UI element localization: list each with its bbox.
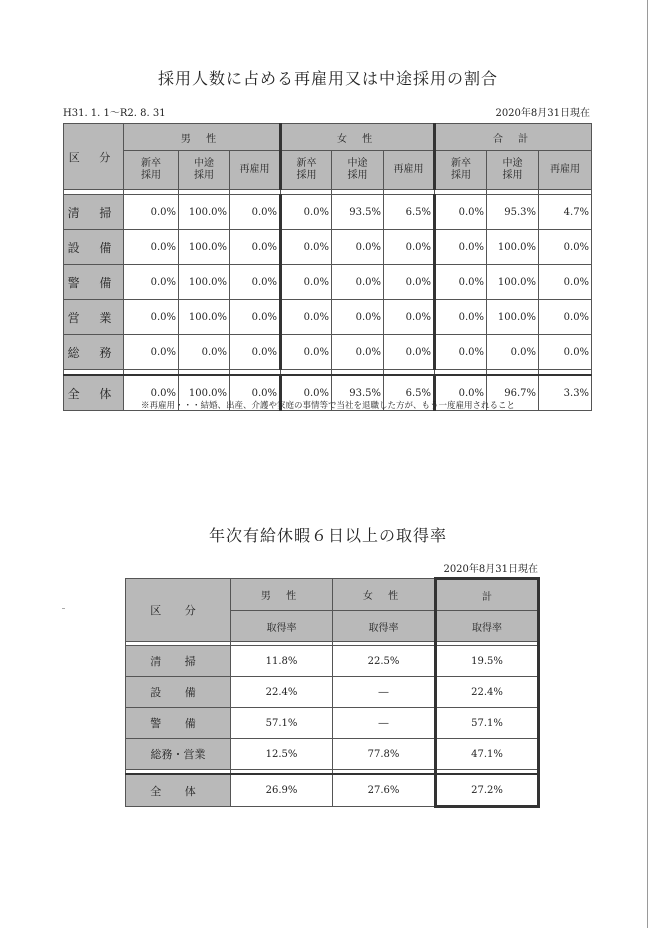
value-cell: 19.5% — [436, 646, 539, 677]
value-cell: 0.0% — [435, 230, 487, 265]
value-cell: 100.0% — [487, 300, 539, 335]
table-row — [64, 230, 592, 265]
value-cell: 100.0% — [179, 230, 230, 265]
subhead-new-grad: 新卒 採用 — [124, 151, 179, 190]
value-cell: 0.0% — [124, 335, 179, 370]
value-cell: 0.0% — [539, 300, 592, 335]
row-label: 総務・営業 — [126, 739, 231, 770]
value-cell: 0.0% — [230, 375, 281, 411]
subhead-rehire: 再雇用 — [384, 151, 435, 190]
table-row — [126, 708, 539, 739]
table-row — [126, 739, 539, 770]
value-cell: 0.0% — [281, 195, 332, 230]
row-label: 警 備 — [126, 708, 231, 739]
value-cell: 0.0% — [230, 300, 281, 335]
group-header-male: 男 性 — [124, 124, 281, 151]
value-cell: 0.0% — [332, 335, 384, 370]
row-label: 設 備 — [64, 230, 124, 265]
subhead-mid-career: 中途 採用 — [179, 151, 230, 190]
value-cell: 96.7% — [487, 375, 539, 411]
value-cell: ― — [333, 677, 436, 708]
value-cell: 0.0% — [539, 335, 592, 370]
group-header-female: 女 性 — [281, 124, 435, 151]
row-label: 清 掃 — [64, 195, 124, 230]
group-header-female: 女 性 — [333, 579, 436, 611]
value-cell: 0.0% — [435, 195, 487, 230]
subhead-mid-career: 中途 採用 — [487, 151, 539, 190]
section1-title: 採用人数に占める再雇用又は中途採用の割合 — [157, 69, 498, 88]
value-cell: 93.5% — [332, 375, 384, 411]
value-cell: 57.1% — [231, 708, 333, 739]
section2-as-of: 2020年8月31日現在 — [443, 564, 538, 575]
subhead-rate-female: 取得率 — [333, 611, 436, 642]
section1-period: H31. 1. 1～R2. 8. 31 — [63, 108, 166, 119]
subhead-mid-career: 中途 採用 — [332, 151, 384, 190]
value-cell: 95.3% — [487, 195, 539, 230]
value-cell: 6.5% — [384, 375, 435, 411]
value-cell: 0.0% — [230, 335, 281, 370]
table-row — [126, 677, 539, 708]
value-cell: 0.0% — [332, 300, 384, 335]
table-row — [64, 300, 592, 335]
value-cell: 0.0% — [281, 265, 332, 300]
value-cell: 0.0% — [539, 265, 592, 300]
value-cell: 12.5% — [231, 739, 333, 770]
value-cell: 0.0% — [435, 300, 487, 335]
value-cell: 11.8% — [231, 646, 333, 677]
value-cell: 0.0% — [435, 375, 487, 411]
table-row — [64, 265, 592, 300]
subhead-rate-male: 取得率 — [231, 611, 333, 642]
value-cell: ― — [333, 708, 436, 739]
subhead-new-grad: 新卒 採用 — [435, 151, 487, 190]
value-cell: 0.0% — [435, 335, 487, 370]
value-cell: 0.0% — [124, 375, 179, 411]
subhead-rate-total: 取得率 — [436, 611, 539, 642]
value-cell: 22.4% — [436, 677, 539, 708]
paid-leave-table — [125, 577, 540, 808]
value-cell: 27.6% — [333, 774, 436, 807]
value-cell: 100.0% — [179, 375, 230, 411]
row-label: 全 体 — [126, 774, 231, 807]
section2-title: 年次有給休暇６日以上の取得率 — [208, 526, 447, 545]
table-row — [64, 335, 592, 370]
value-cell: 3.3% — [539, 375, 592, 411]
page-edge-line — [647, 0, 648, 928]
hiring-ratio-table — [63, 123, 592, 411]
value-cell: 100.0% — [487, 265, 539, 300]
value-cell: 0.0% — [230, 195, 281, 230]
value-cell: 93.5% — [332, 195, 384, 230]
table-row — [126, 646, 539, 677]
row-label: 清 掃 — [126, 646, 231, 677]
value-cell: 0.0% — [332, 230, 384, 265]
table-row — [64, 195, 592, 230]
value-cell: 0.0% — [384, 265, 435, 300]
corner-header: 区 分 — [126, 579, 231, 642]
value-cell: 100.0% — [179, 265, 230, 300]
total-row — [126, 774, 539, 807]
value-cell: 0.0% — [384, 335, 435, 370]
value-cell: 0.0% — [179, 335, 230, 370]
subhead-rehire: 再雇用 — [539, 151, 592, 190]
value-cell: 0.0% — [435, 265, 487, 300]
group-header-total: 合 計 — [435, 124, 592, 151]
row-label: 設 備 — [126, 677, 231, 708]
group-header-total: 計 — [436, 579, 539, 611]
row-label: 警 備 — [64, 265, 124, 300]
value-cell: 0.0% — [384, 300, 435, 335]
value-cell: 0.0% — [487, 335, 539, 370]
value-cell: 100.0% — [179, 300, 230, 335]
row-label: 全 体 — [64, 375, 124, 411]
value-cell: 0.0% — [539, 230, 592, 265]
value-cell: 100.0% — [487, 230, 539, 265]
value-cell: 26.9% — [231, 774, 333, 807]
value-cell: 100.0% — [179, 195, 230, 230]
corner-header: 区 分 — [64, 124, 124, 190]
scan-speck — [62, 608, 65, 609]
value-cell: 6.5% — [384, 195, 435, 230]
row-label: 営 業 — [64, 300, 124, 335]
value-cell: 0.0% — [124, 230, 179, 265]
value-cell: 0.0% — [384, 230, 435, 265]
section1-note: ※再雇用・・・結婚、出産、介護や家庭の事情等で当社を退職した方が、もう一度雇用されること — [140, 401, 515, 411]
value-cell: 0.0% — [230, 230, 281, 265]
value-cell: 22.5% — [333, 646, 436, 677]
value-cell: 0.0% — [281, 335, 332, 370]
value-cell: 77.8% — [333, 739, 436, 770]
section1-as-of: 2020年8月31日現在 — [495, 108, 590, 119]
value-cell: 0.0% — [281, 300, 332, 335]
value-cell: 0.0% — [230, 265, 281, 300]
value-cell: 0.0% — [281, 230, 332, 265]
value-cell: 4.7% — [539, 195, 592, 230]
value-cell: 27.2% — [436, 774, 539, 807]
value-cell: 0.0% — [124, 195, 179, 230]
value-cell: 0.0% — [281, 375, 332, 411]
value-cell: 0.0% — [332, 265, 384, 300]
value-cell: 57.1% — [436, 708, 539, 739]
group-header-male: 男 性 — [231, 579, 333, 611]
row-label: 総 務 — [64, 335, 124, 370]
value-cell: 0.0% — [124, 300, 179, 335]
value-cell: 0.0% — [124, 265, 179, 300]
value-cell: 22.4% — [231, 677, 333, 708]
value-cell: 47.1% — [436, 739, 539, 770]
subhead-rehire: 再雇用 — [230, 151, 281, 190]
subhead-new-grad: 新卒 採用 — [281, 151, 332, 190]
